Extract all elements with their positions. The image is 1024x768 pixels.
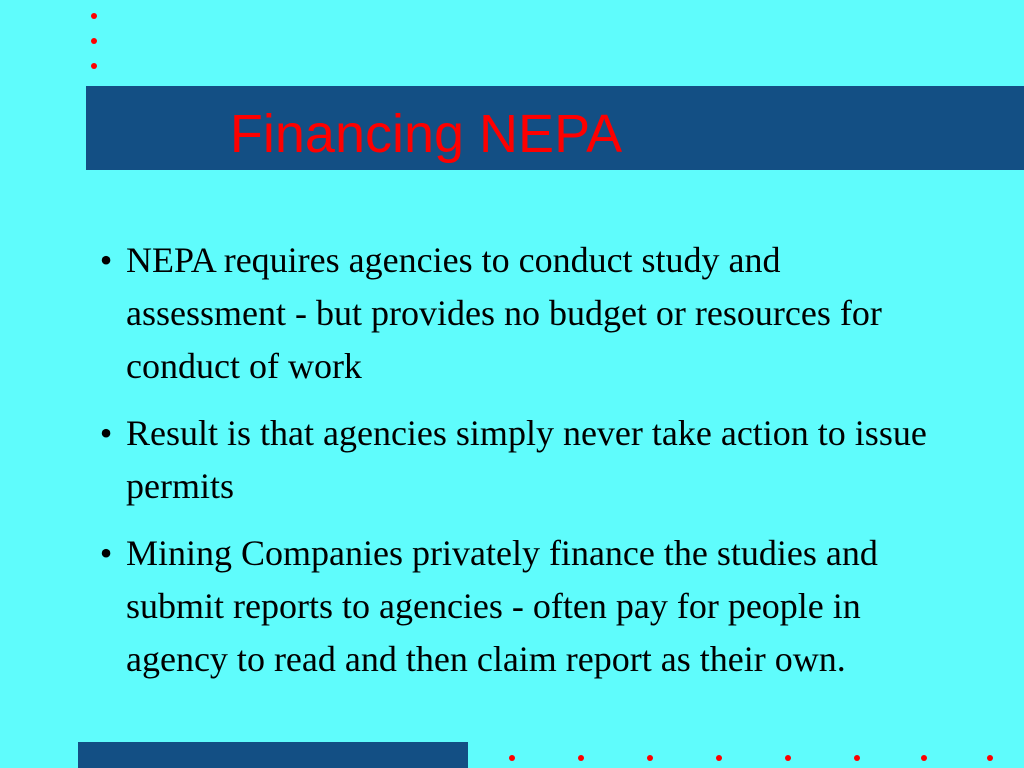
bullet-item <box>86 407 946 513</box>
bullet-item <box>86 234 946 393</box>
bottom-bar <box>78 742 468 768</box>
decorative-dot <box>91 63 97 69</box>
bullet-text: Mining Companies privately finance the studies and submit reports to agencies - often pay for people in agency to read and then claim report as their own. <box>126 533 878 679</box>
decorative-dot <box>854 755 860 761</box>
slide-title: Financing NEPA <box>229 104 623 164</box>
decorative-dot <box>647 755 653 761</box>
decorative-dot <box>987 755 993 761</box>
bullet-icon: • <box>99 413 113 453</box>
decorative-dot <box>91 38 97 44</box>
bullet-icon: • <box>99 533 113 573</box>
decorative-dot <box>578 755 584 761</box>
decorative-dot <box>91 13 97 19</box>
bullet-list <box>86 234 946 700</box>
decorative-dot <box>509 755 515 761</box>
decorative-dot <box>716 755 722 761</box>
bullet-text: NEPA requires agencies to conduct study and assessment - but provides no budget or resources for conduct of work <box>126 240 882 386</box>
bullet-item <box>86 527 946 686</box>
bullet-text: Result is that agencies simply never take action to issue permits <box>126 413 927 506</box>
bullet-icon: • <box>99 240 113 280</box>
decorative-dot <box>785 755 791 761</box>
decorative-dot <box>921 755 927 761</box>
